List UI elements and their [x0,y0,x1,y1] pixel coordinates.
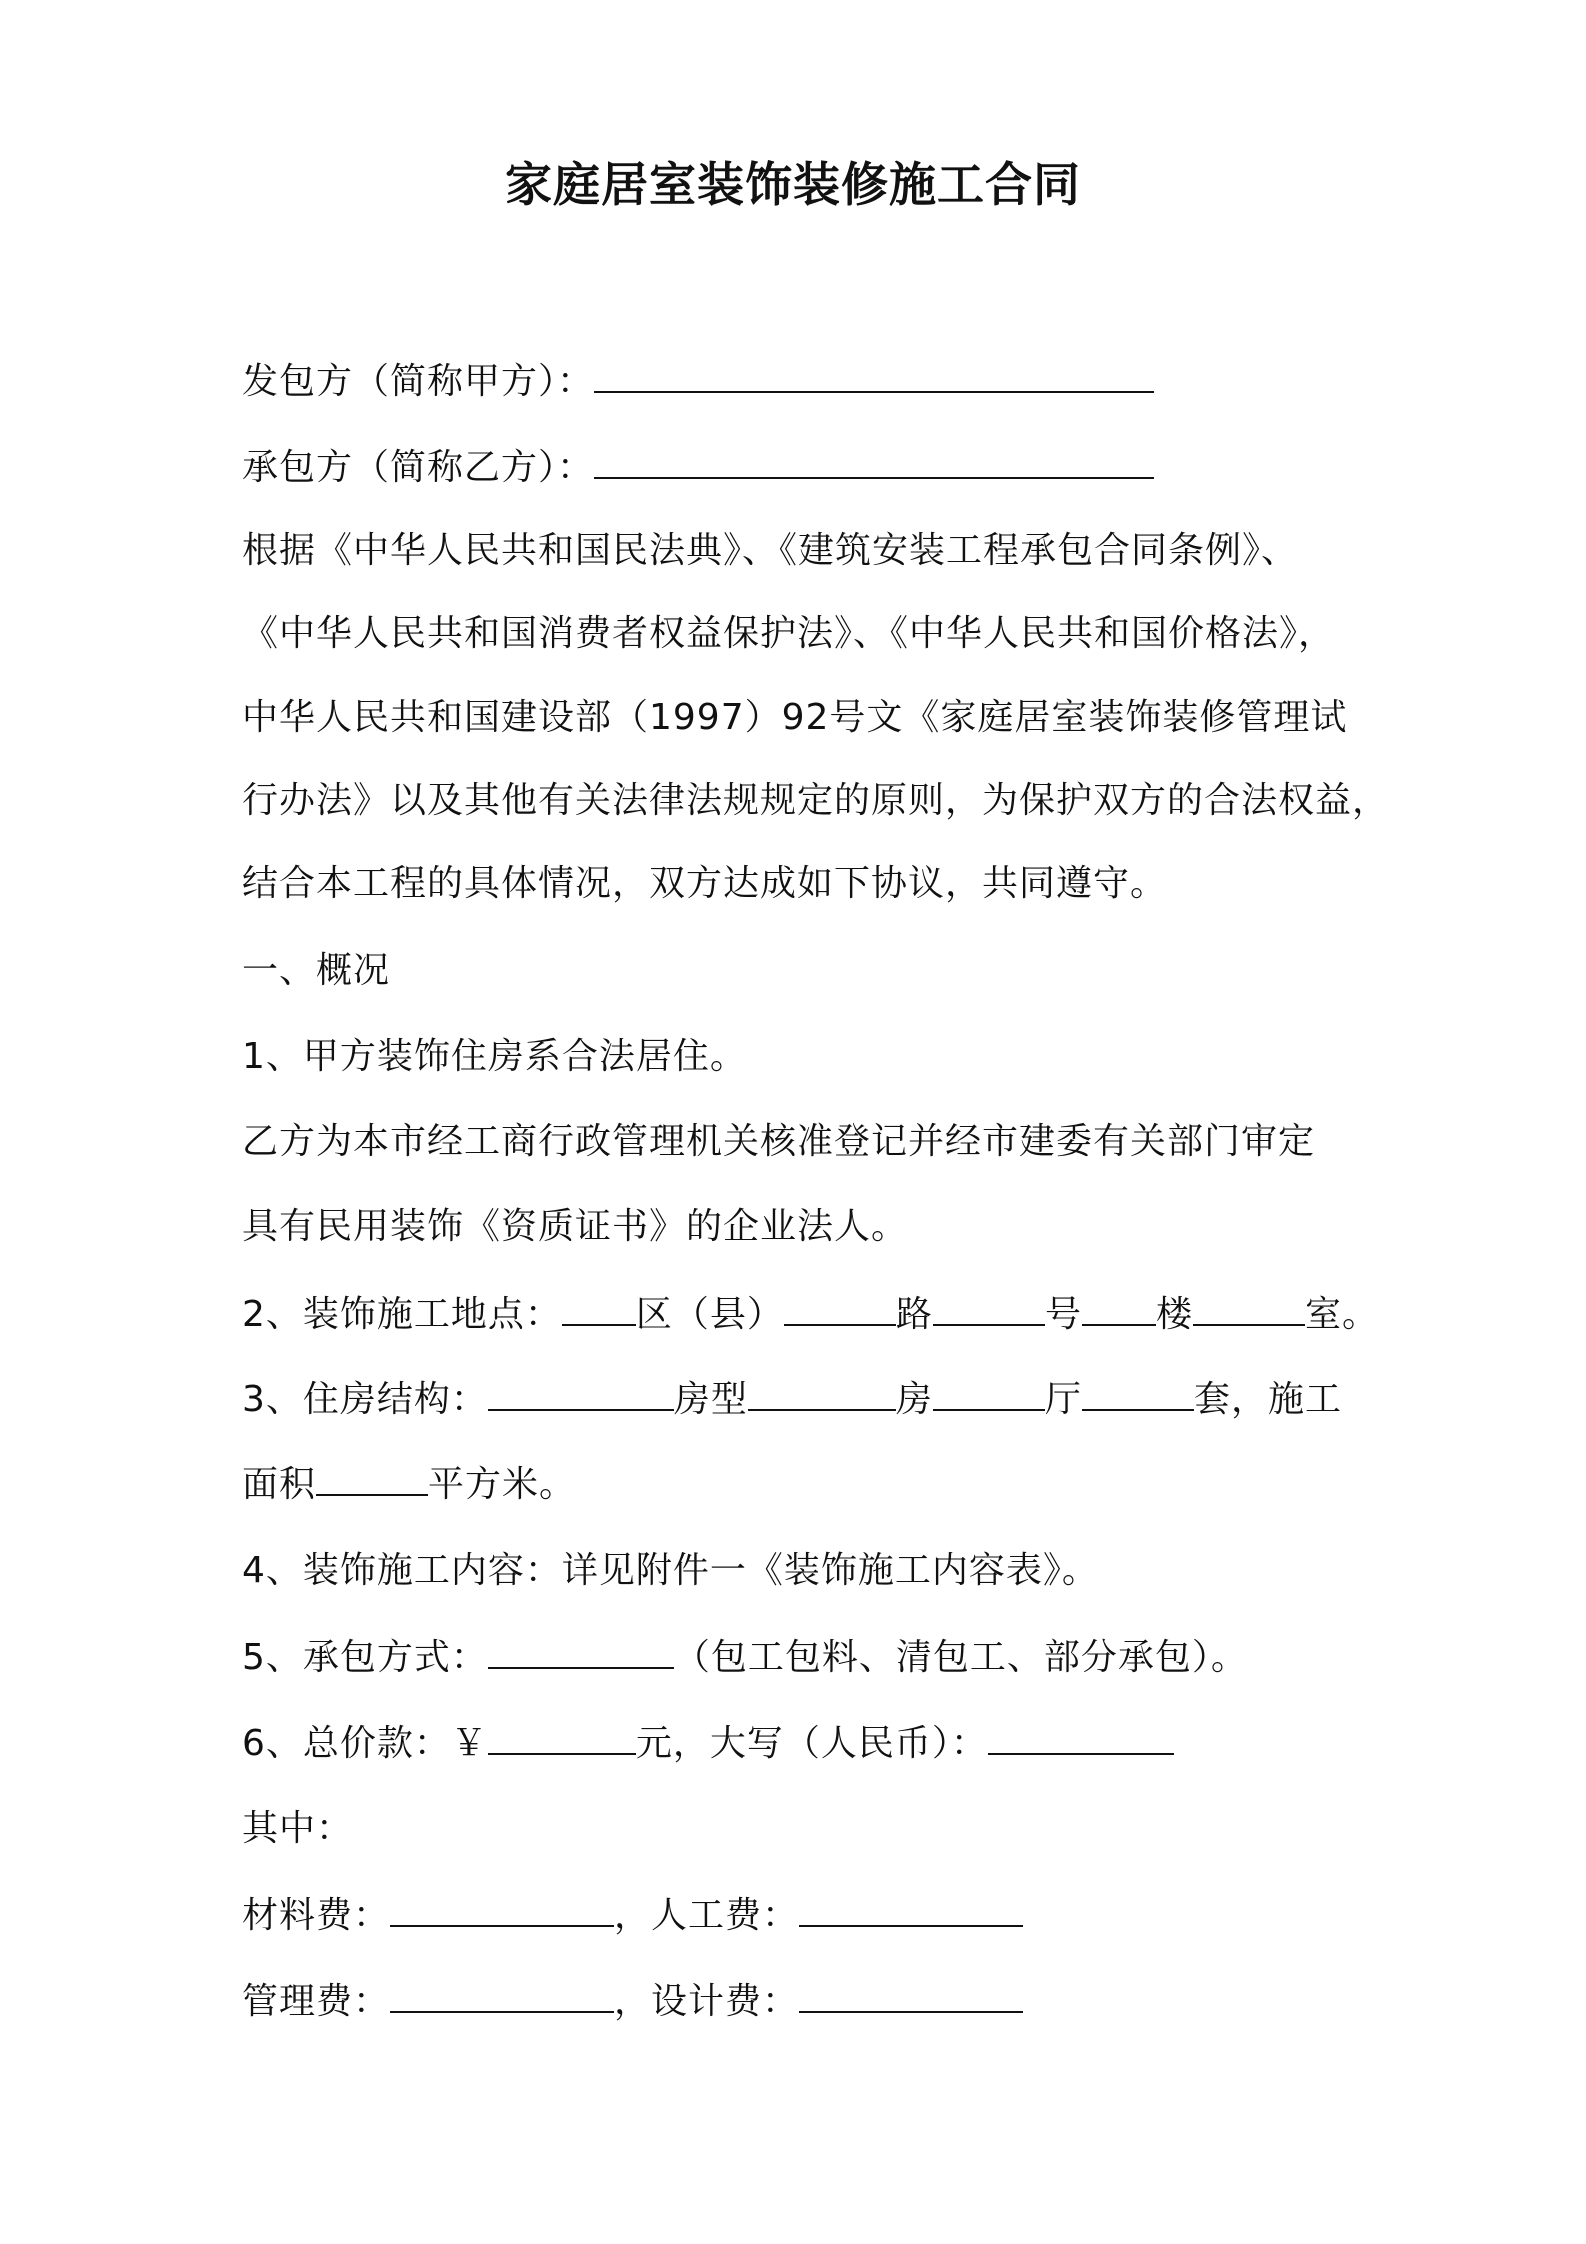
room-blank[interactable] [1193,1288,1305,1326]
management-blank[interactable] [390,1975,614,2013]
item6-prefix: 6、总价款：￥ [242,1723,488,1764]
item3-area-prefix: 面积 [242,1464,317,1505]
total-amount-blank[interactable] [488,1717,636,1755]
preamble-line: 根据《中华人民共和国民法典》、《建筑安装工程承包合同条例》、 [242,530,1299,571]
item1-line: 1、甲方装饰住房系合法居住。 [242,1036,747,1077]
preamble-line: 结合本工程的具体情况，双方达成如下协议，共同遵守。 [242,863,1168,904]
party-b-row [242,441,1154,494]
number-blank[interactable] [933,1288,1045,1326]
item1-line: 乙方为本市经工商行政管理机关核准登记并经市建委有关部门审定 [242,1121,1316,1162]
item2-row [242,1288,1379,1341]
preamble-line: 行办法》以及其他有关法律法规规定的原则，为保护双方的合法权益， [242,780,1390,821]
party-b-blank[interactable] [594,441,1154,479]
item1-line: 具有民用装饰《资质证书》的企业法人。 [242,1206,909,1247]
breakdown-intro: 其中： [242,1808,354,1849]
item2-number: 号 [1044,1294,1082,1335]
item5-suffix: （包工包料、清包工、部分承包）。 [673,1637,1248,1678]
material-label: 材料费： [242,1895,391,1936]
party-a-row [242,355,1154,408]
material-blank[interactable] [390,1889,614,1927]
management-design-row [242,1975,1023,2028]
item2-district: 区（县） [635,1294,784,1335]
design-label: ，设计费： [614,1981,800,2022]
building-blank[interactable] [1082,1288,1156,1326]
district-blank[interactable] [562,1288,636,1326]
area-blank[interactable] [316,1458,428,1496]
item3-area-unit: 平方米。 [428,1464,577,1505]
item3-suite: 套，施工 [1193,1379,1342,1420]
item2-road: 路 [895,1294,933,1335]
total-words-blank[interactable] [988,1717,1174,1755]
item6-unit: 元，大写（人民币）： [635,1723,988,1764]
preamble-line: 《中华人民共和国消费者权益保护法》、《中华人民共和国价格法》， [242,613,1336,654]
section-heading: 一、概况 [242,950,391,991]
item4-line: 4、装饰施工内容：详见附件一《装饰施工内容表》。 [242,1550,1099,1591]
item5-prefix: 5、承包方式： [242,1637,488,1678]
party-b-label: 承包方（简称乙方）： [242,447,595,488]
item3-prefix: 3、住房结构： [242,1379,488,1420]
item2-room: 室。 [1304,1294,1379,1335]
rooms-blank[interactable] [933,1373,1045,1411]
preamble-line: 中华人民共和国建设部（1997）92号文《家庭居室装饰装修管理试 [242,697,1348,738]
item3-rooms: 房 [895,1379,933,1420]
item3-type: 房型 [673,1379,748,1420]
type-blank[interactable] [748,1373,896,1411]
party-a-label: 发包方（简称甲方）： [242,361,595,402]
structure-blank[interactable] [488,1373,674,1411]
design-blank[interactable] [799,1975,1023,2013]
item6-row [242,1717,1174,1770]
halls-blank[interactable] [1082,1373,1194,1411]
item2-prefix: 2、装饰施工地点： [242,1294,562,1335]
material-labor-row [242,1889,1023,1942]
contract-mode-blank[interactable] [488,1631,674,1669]
document-title: 家庭居室装饰装修施工合同 [505,158,1081,213]
item3-halls: 厅 [1044,1379,1082,1420]
item5-row [242,1631,1248,1684]
road-blank[interactable] [784,1288,896,1326]
item3-row [242,1373,1342,1426]
management-label: 管理费： [242,1981,391,2022]
item2-building: 楼 [1155,1294,1193,1335]
party-a-blank[interactable] [594,355,1154,393]
item3-area-row [242,1458,576,1511]
labor-label: ，人工费： [614,1895,800,1936]
labor-blank[interactable] [799,1889,1023,1927]
